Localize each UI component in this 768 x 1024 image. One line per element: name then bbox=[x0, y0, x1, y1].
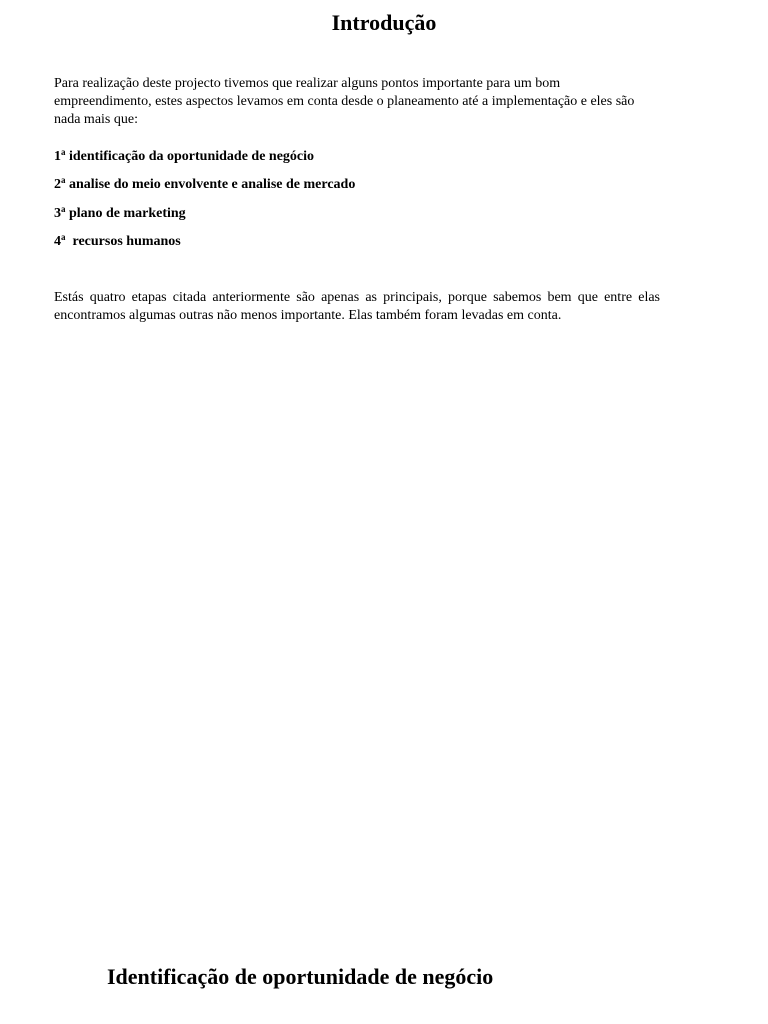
step-number: 4 bbox=[54, 233, 61, 249]
step-number: 2 bbox=[54, 177, 61, 193]
list-item bbox=[54, 205, 660, 233]
step-ordinal: a bbox=[61, 147, 66, 157]
step-text: analise do meio envolvente e analise de mercado bbox=[65, 177, 356, 193]
step-text: plano de marketing bbox=[65, 205, 186, 221]
list-item bbox=[54, 148, 660, 176]
intro-paragraph: Para realização deste projecto tivemos que realizar alguns pontos importante para um bom empreendimento, estes aspectos levamos em conta desde o planeamento até a implementação e eles são nada mais que: bbox=[54, 76, 635, 127]
step-text: identificação da oportunidade de negócio bbox=[65, 149, 315, 164]
step-number: 1 bbox=[54, 149, 61, 164]
steps-list bbox=[54, 148, 660, 261]
closing-paragraph: Estás quatro etapas citada anteriormente são apenas as principais, porque sabemos bem que entre elas encontramos algumas outras não menos importante. Elas também foram levadas em conta. bbox=[54, 290, 660, 323]
step-ordinal: a bbox=[61, 231, 66, 242]
section-heading: Identificação de oportunidade de negócio bbox=[107, 964, 494, 989]
step-text: recursos humanos bbox=[65, 233, 181, 249]
list-item bbox=[54, 176, 660, 204]
step-ordinal: a bbox=[61, 175, 66, 186]
page-title: Introdução bbox=[331, 10, 437, 35]
step-number: 3 bbox=[54, 205, 61, 221]
list-item bbox=[54, 233, 660, 261]
step-ordinal: a bbox=[61, 203, 66, 214]
